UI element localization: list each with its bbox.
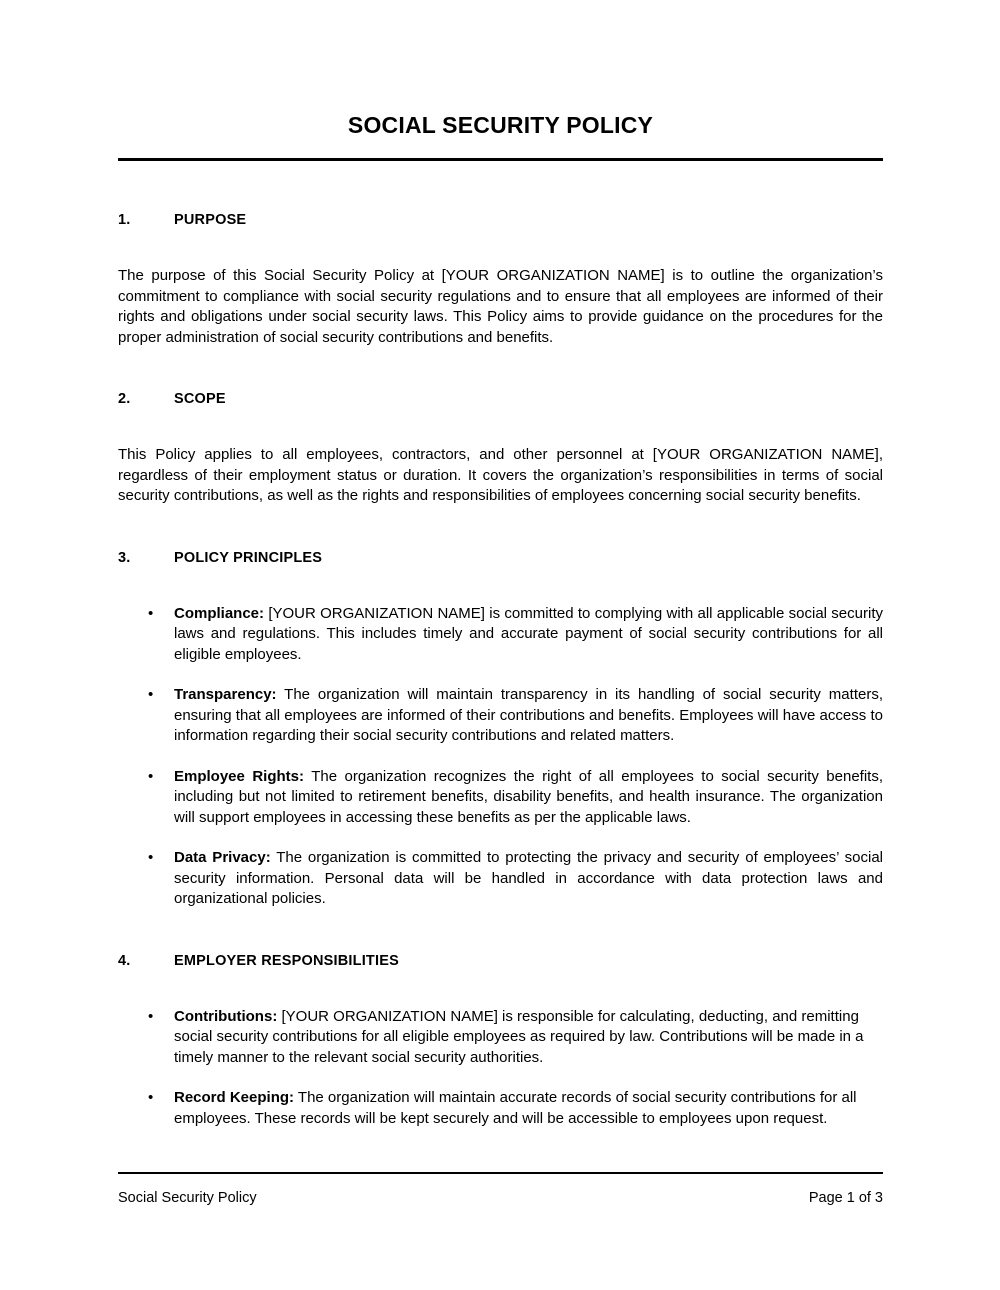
document-content (118, 0, 883, 1129)
bullet-point-icon: • (148, 849, 154, 866)
section-number: 1. (118, 212, 131, 228)
section-heading-scope (118, 390, 883, 409)
section-heading-purpose (118, 211, 883, 230)
spacer (118, 161, 883, 211)
list-item-term: Record Keeping: (174, 1089, 295, 1106)
employer-responsibilities-list (118, 1007, 883, 1130)
section-heading-policy-principles (118, 549, 883, 568)
page-title: SOCIAL SECURITY POLICY (347, 112, 654, 138)
section-heading-employer-responsibilities (118, 952, 883, 971)
section-number: 3. (118, 549, 131, 566)
footer-row (118, 1174, 883, 1208)
spacer (118, 507, 883, 549)
list-item-text: The organization will maintain transparency in its handling of social security matters, ensuring that all employees are informed of their contributions and benefits. Employees will have access to information regarding their social security contributions and related matters. (174, 686, 883, 744)
policy-principles-list (118, 604, 883, 910)
bullet-point-icon: • (148, 686, 154, 703)
footer-document-label: Social Security Policy (118, 1190, 257, 1206)
spacer (118, 910, 883, 952)
page-footer (118, 1172, 883, 1208)
list-item-text: The organization is committed to protecting the privacy and security of employees’ social security information. Personal data will be handled in accordance with data protection laws and organizational policies. (174, 849, 883, 907)
section-title: PURPOSE (174, 212, 247, 228)
list-item-term: Transparency: (174, 686, 277, 703)
section-number: 2. (118, 391, 131, 407)
spacer (118, 971, 883, 1007)
bullet-point-icon: • (148, 1089, 154, 1106)
list-item-text: The organization will maintain accurate records of social security contributions for all employees. These records will be kept securely and will be accessible to employees upon request. (174, 1089, 857, 1127)
section-paragraph-scope: This Policy applies to all employees, contractors, and other personnel at [YOUR ORGANIZATION NAME], regardless of their employment status or duration. It covers the organization’s responsibilities in terms of social security contributions, as well as the rights and responsibilities of employees concerning social security benefits. (118, 446, 883, 504)
list-item (118, 604, 883, 666)
section-title: SCOPE (174, 391, 226, 407)
list-item (118, 767, 883, 829)
spacer (118, 230, 883, 266)
footer-page-number: Page 1 of 3 (808, 1190, 883, 1206)
list-item (118, 1007, 883, 1069)
list-item-text: The organization recognizes the right of all employees to social security benefits, including but not limited to retirement benefits, disability benefits, and health insurance. The organization will support employees in accessing these benefits as per the applicable laws. (174, 767, 884, 826)
list-item-term: Contributions: (174, 1007, 278, 1025)
list-item (118, 685, 883, 747)
spacer (118, 409, 883, 445)
list-item-text: [YOUR ORGANIZATION NAME] is committed to complying with all applicable social security laws and regulations. This includes timely and accurate payment of social security contributions for all eligible employees. (174, 604, 883, 663)
bullet-point-icon: • (148, 1007, 154, 1025)
list-item-term: Employee Rights: (174, 767, 305, 785)
bullet-point-icon: • (148, 604, 154, 622)
spacer (118, 568, 883, 604)
list-item (118, 1088, 883, 1129)
list-item-text: [YOUR ORGANIZATION NAME] is responsible for calculating, deducting, and remitting social security contributions for all eligible employees as required by law. Contributions will be made in a timely manner to the relevant social security authorities. (174, 1007, 864, 1066)
bullet-point-icon: • (148, 767, 154, 785)
section-title: POLICY PRINCIPLES (174, 549, 323, 566)
section-number: 4. (118, 952, 131, 969)
list-item-term: Data Privacy: (174, 849, 271, 866)
list-item (118, 848, 883, 910)
section-title: EMPLOYER RESPONSIBILITIES (174, 952, 399, 969)
section-paragraph-purpose: The purpose of this Social Security Policy at [YOUR ORGANIZATION NAME] is to outline the organization’s commitment to compliance with social security regulations and to ensure that all employees are informed of their rights and obligations under social security laws. This Policy aims to provide guidance on the procedures for the proper administration of social security contributions and benefits. (118, 267, 883, 346)
list-item-term: Compliance: (174, 604, 265, 622)
spacer (118, 348, 883, 390)
